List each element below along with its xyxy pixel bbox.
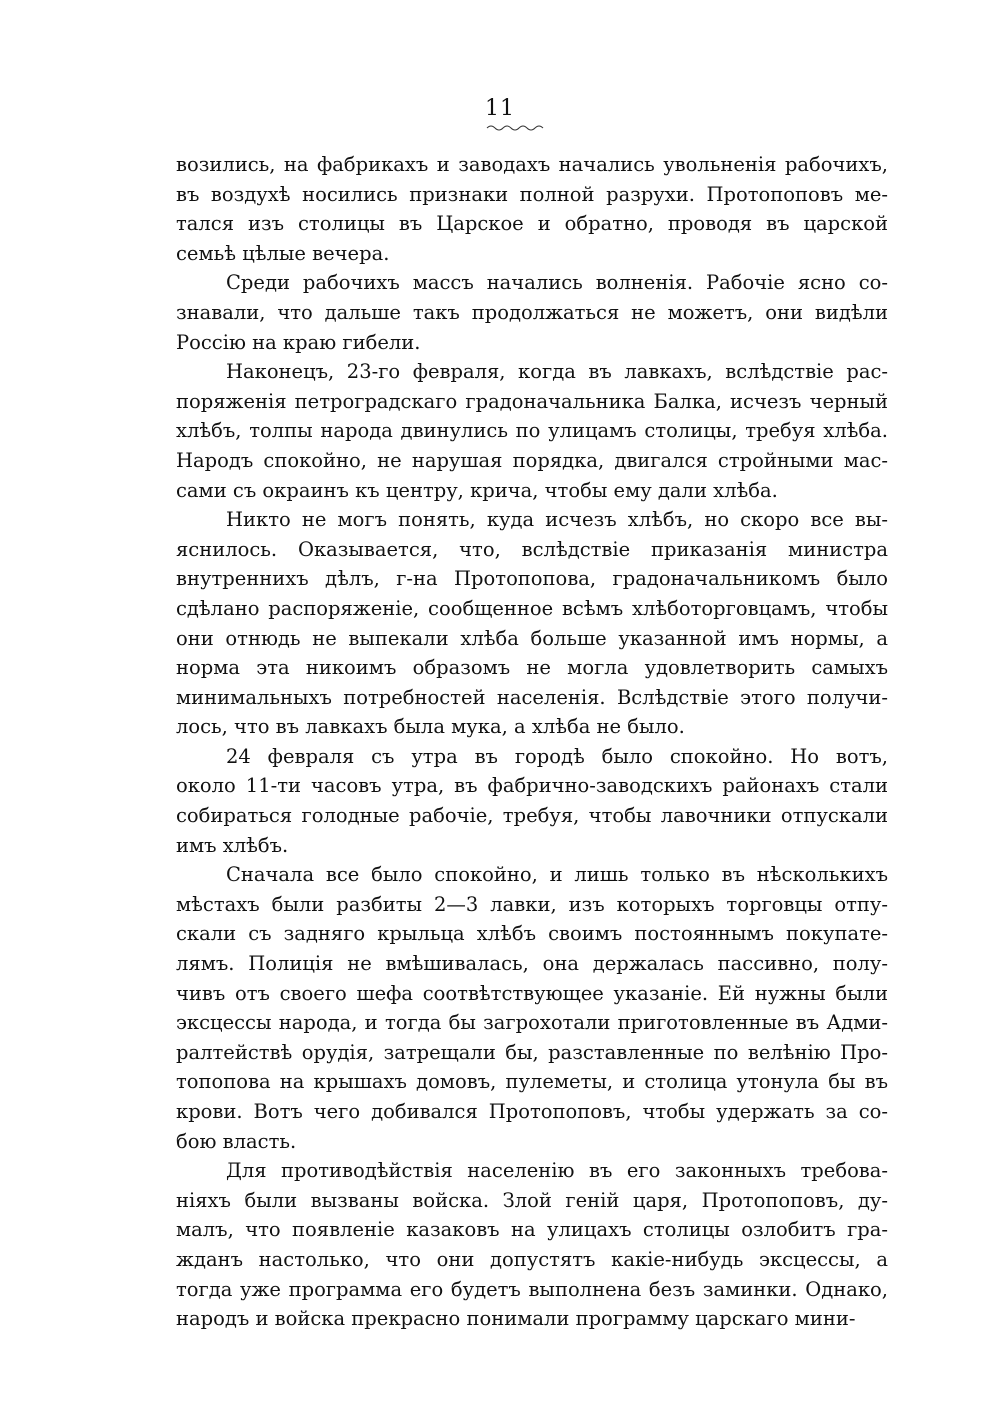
text-line: знавали, что дальше такъ продолжаться не можетъ, они видѣли [176, 300, 888, 324]
text-line: норма эта никоимъ образомъ не могла удовлетворить самыхъ [176, 656, 888, 680]
text-line: скали съ задняго крыльца хлѣбъ своимъ постояннымъ покупате- [176, 922, 888, 946]
text-line: бою власть. [176, 1129, 297, 1153]
text-line: собираться голодные рабочіе, требуя, чтобы лавочники отпускали [176, 804, 888, 828]
text-line: топопова на крышахъ домовъ, пулеметы, и столица утонула бы въ [176, 1070, 888, 1094]
text-line: крови. Вотъ чего добивался Протопоповъ, чтобы удержать за со- [176, 1100, 888, 1123]
text-line: мѣстахъ были разбиты 2—3 лавки, изъ которыхъ торговцы отпу- [176, 892, 888, 916]
paragraph [176, 1156, 888, 1334]
text-line: возились, на фабрикахъ и заводахъ начались увольненія рабочихъ, [176, 153, 888, 176]
text-line: чивъ отъ своего шефа соотвѣтствующее указаніе. Ей нужны были [176, 981, 888, 1005]
text-line: сами съ окраинъ къ центру, крича, чтобы ему дали хлѣба. [176, 478, 778, 502]
text-line: малъ, что появленіе казаковъ на улицахъ столицы озлобитъ гра- [176, 1218, 888, 1242]
text-line: внутреннихъ дѣлъ, г-на Протопопова, градоначальникомъ было [176, 567, 888, 591]
text-line: Народъ спокойно, не нарушая порядка, двигался стройными мас- [176, 448, 888, 472]
text-line: семьѣ цѣлые вечера. [176, 241, 390, 265]
text-line: Для противодѣйствія населенію въ его законныхъ требова- [226, 1159, 888, 1183]
text-line: Никто не могъ понять, куда исчезъ хлѣбъ, но скоро все вы- [226, 508, 888, 532]
paragraph [176, 268, 888, 357]
page-number-ornament [485, 122, 545, 132]
text-line: поряженія петроградскаго градоначальника Балка, исчезъ черный [176, 389, 888, 413]
text-line: ніяхъ были вызваны войска. Злой геній царя, Протопоповъ, ду- [176, 1188, 888, 1212]
text-line: тогда уже программа его будетъ выполнена безъ заминки. Однако, [176, 1277, 888, 1301]
text-line: лямъ. Полиція не вмѣшивалась, она держалась пассивно, полу- [176, 952, 888, 976]
text-line: яснилось. Оказывается, что, вслѣдствіе приказанія министра [176, 537, 888, 561]
text-line: минимальныхъ потребностей населенія. Вслѣдствіе этого получи- [176, 685, 888, 709]
text-line: 24 февраля съ утра въ городѣ было спокойно. Но вотъ, [226, 744, 888, 768]
text-line: Россію на краю гибели. [176, 330, 421, 354]
text-line: Сначала все было спокойно, и лишь только въ нѣсколькихъ [226, 863, 888, 887]
text-line: ралтействѣ орудія, затрещали бы, разставленные по велѣнію Про- [176, 1040, 888, 1064]
text-line: Наконецъ, 23-го февраля, когда въ лавкахъ, вслѣдствіе рас- [226, 360, 888, 384]
paragraph [176, 860, 888, 1156]
paragraph [176, 742, 888, 860]
text-line: эксцессы народа, и тогда бы загрохотали приготовленные въ Адми- [176, 1011, 888, 1035]
text-line: народъ и войска прекрасно понимали программу царскаго мини- [176, 1307, 856, 1331]
page-number: 11 [485, 96, 515, 121]
text-line: сдѣлано распоряженіе, сообщенное всѣмъ хлѣботорговцамъ, чтобы [176, 596, 888, 620]
text-line: они отнюдь не выпекали хлѣба больше указанной имъ нормы, а [176, 626, 888, 650]
text-line: тался изъ столицы въ Царское и обратно, проводя въ царской [176, 212, 888, 236]
paragraph [176, 357, 888, 505]
text-line: лось, что въ лавкахъ была мука, а хлѣба не было. [176, 715, 685, 739]
body-text [176, 150, 888, 1334]
text-line: въ воздухѣ носились признаки полной разрухи. Протопоповъ ме- [176, 182, 888, 206]
text-line: имъ хлѣбъ. [176, 833, 289, 857]
text-line: около 11-ти часовъ утра, въ фабрично-заводскихъ районахъ стали [176, 774, 888, 798]
paragraph [176, 505, 888, 742]
text-line: жданъ настолько, что они допустятъ какіе-нибудь эксцессы, а [176, 1247, 888, 1271]
paragraph [176, 150, 888, 268]
text-line: Среди рабочихъ массъ начались волненія. Рабочіе ясно со- [226, 271, 888, 295]
text-line: хлѣбъ, толпы народа двинулись по улицамъ столицы, требуя хлѣба. [176, 419, 888, 443]
